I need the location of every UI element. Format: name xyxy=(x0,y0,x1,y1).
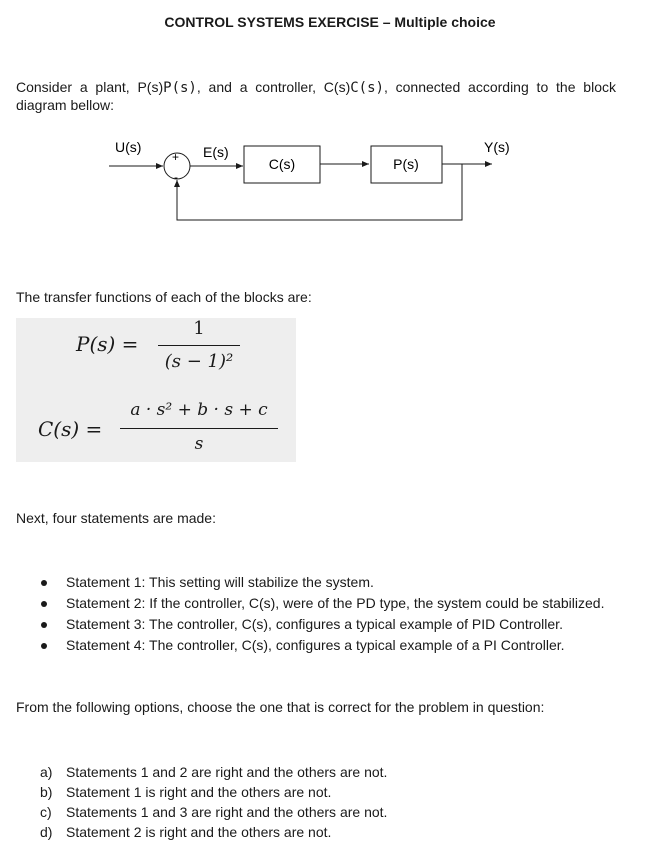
statements-intro: Next, four statements are made: xyxy=(16,510,216,526)
controller-tf-numerator: a · s² + b · s + c xyxy=(130,400,268,420)
intro-paragraph xyxy=(16,79,616,114)
controller-fraction-bar xyxy=(120,428,278,429)
controller-tf-denominator: s xyxy=(194,434,204,454)
options-list xyxy=(40,762,387,842)
intro-text-2: , and a controller, C(s) xyxy=(196,79,351,95)
option-a xyxy=(40,762,387,782)
statement-text: Statement 3: The controller, C(s), configures a typical example of PID Controller. xyxy=(66,616,563,632)
block-diagram xyxy=(0,130,660,230)
statement-text: Statement 2: If the controller, C(s), were of the PD type, the system could be stabilized. xyxy=(66,595,605,611)
option-letter: c) xyxy=(40,804,52,820)
option-text: Statements 1 and 3 are right and the others are not. xyxy=(66,804,388,820)
page-title: CONTROL SYSTEMS EXERCISE – Multiple choice xyxy=(164,14,496,30)
option-text: Statements 1 and 2 are right and the others are not. xyxy=(66,764,388,780)
statement-text: Statement 4: The controller, C(s), configures a typical example of a PI Controller. xyxy=(66,637,565,653)
option-c xyxy=(40,802,387,822)
bullet-icon xyxy=(41,601,47,607)
statement-item xyxy=(38,614,604,635)
statement-item xyxy=(38,635,604,656)
question-text: From the following options, choose the one that is correct for the problem in question: xyxy=(16,699,545,715)
controller-tf-lhs: C(s) = xyxy=(38,417,103,441)
plus-sign: + xyxy=(172,150,180,164)
plant-tf-denominator: (s − 1)² xyxy=(164,351,234,372)
statement-item xyxy=(38,572,604,593)
bullet-icon xyxy=(41,580,47,586)
intro-text-3: , connected according to the block diagram bellow: xyxy=(16,79,616,113)
option-text: Statement 2 is right and the others are not. xyxy=(66,824,332,840)
minus-sign: - xyxy=(174,170,178,184)
option-d xyxy=(40,822,387,842)
plant-tf-numerator: 1 xyxy=(193,318,205,339)
bullet-icon xyxy=(41,622,47,628)
intro-plant-mono: P(s) xyxy=(163,80,197,96)
statements-list xyxy=(38,572,604,656)
statement-text: Statement 1: This setting will stabilize the system. xyxy=(66,574,374,590)
plant-tf-lhs: P(s) = xyxy=(76,332,139,356)
option-letter: b) xyxy=(40,784,53,800)
transfer-intro: The transfer functions of each of the blocks are: xyxy=(16,289,312,305)
error-label: E(s) xyxy=(203,144,229,160)
input-label: U(s) xyxy=(115,139,142,155)
bullet-icon xyxy=(41,643,47,649)
controller-block-label: C(s) xyxy=(268,156,296,172)
plant-block-label: P(s) xyxy=(393,156,419,172)
plant-fraction-bar xyxy=(158,345,240,346)
option-b xyxy=(40,782,387,802)
statement-item xyxy=(38,593,604,614)
option-letter: a) xyxy=(40,764,53,780)
option-letter: d) xyxy=(40,824,53,840)
intro-text-1: Consider a plant, P(s) xyxy=(16,79,164,95)
intro-controller-mono: C(s) xyxy=(350,80,384,96)
output-label: Y(s) xyxy=(484,139,510,155)
option-text: Statement 1 is right and the others are not. xyxy=(66,784,332,800)
